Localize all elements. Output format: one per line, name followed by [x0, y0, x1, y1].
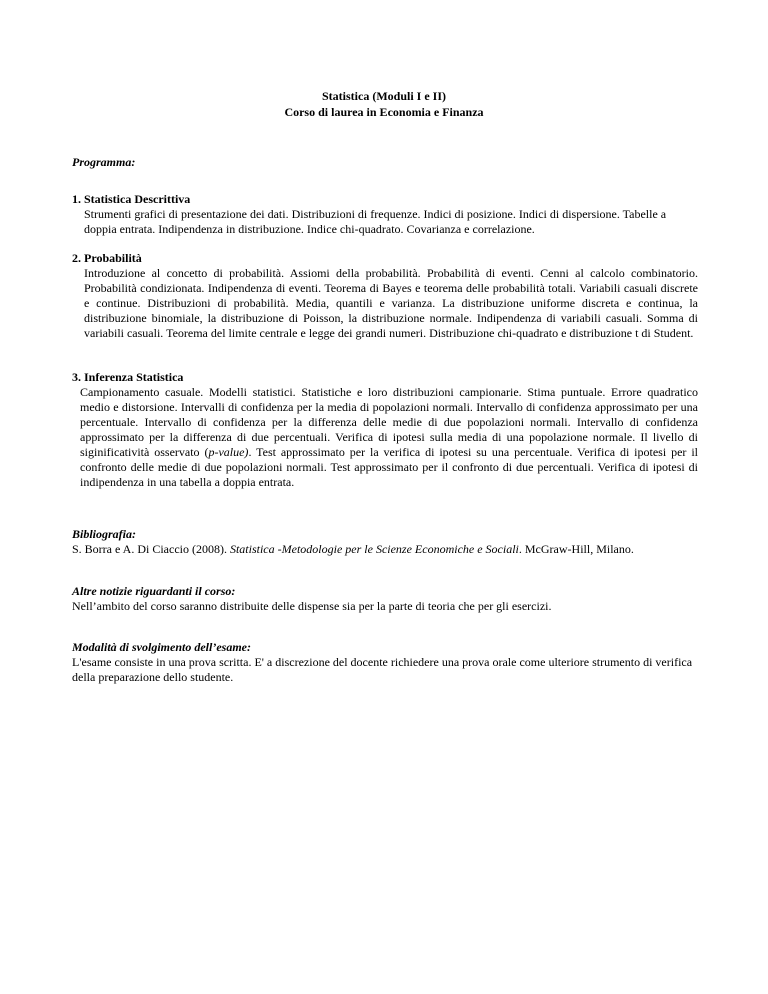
- programma-label: Programma:: [72, 155, 136, 169]
- altre-notizie-block: [72, 584, 698, 614]
- modalita-label: Modalità di svolgimento dell’esame:: [72, 640, 251, 654]
- course-title: Statistica (Moduli I e II): [322, 89, 446, 103]
- programma-label-block: [72, 155, 698, 170]
- section-statistica-descrittiva: [72, 192, 698, 237]
- bib-authors: S. Borra e A. Di Ciaccio (2008).: [72, 542, 230, 556]
- modalita-esame-block: [72, 640, 698, 685]
- section-body: Strumenti grafici di presentazione dei dati. Distribuzioni di frequenze. Indici di posizione. Indici di dispersione. Tabelle a doppia entrata. Indipendenza in distribuzione. Indice chi-quadrato. Covarianza e correlazione.: [84, 207, 667, 236]
- bibliografia-block: [72, 527, 698, 557]
- section-body: [72, 385, 698, 490]
- modalita-text: L'esame consiste in una prova scritta. E' a discrezione del docente richiedere una prova orale come ulteriore strumento di verifica della preparazione dello studente.: [72, 655, 693, 684]
- section-probabilita: [72, 251, 698, 341]
- section-title: 3. Inferenza Statistica: [72, 370, 184, 384]
- section-inferenza-statistica: [72, 370, 698, 490]
- altre-notizie-label: Altre notizie riguardanti il corso:: [72, 584, 236, 598]
- bib-book-title: Statistica -Metodologie per le Scienze Economiche e Sociali: [229, 542, 519, 556]
- section-body-part: Campionamento casuale. Modelli statistici. Statistiche e loro distribuzioni campionarie. Stima puntuale. Errore quadratico medio e distorsione. Intervalli di confidenza per la media di popolazioni normali. Intervallo di confidenza approssimato per una percentuale. Intervallo di confidenza per la differenza delle medie di due popolazioni normali. Intervallo di confidenza approssimato per la differenza di due percentuali. Verifica di ipotesi sulla media di una popolazione normale. Il livello di siginificatività osservato (: [80, 385, 698, 459]
- p-value-term: p-value): [208, 445, 249, 459]
- section-title: 2. Probabilità: [72, 251, 142, 265]
- bibliografia-label: Bibliografia:: [72, 527, 137, 541]
- bibliografia-entry: [72, 542, 698, 557]
- altre-notizie-text: Nell’ambito del corso saranno distribuite delle dispense sia per la parte di teoria che per gli esercizi.: [72, 599, 552, 613]
- section-body-part: . Test approssimato per la verifica di ipotesi su una percentuale. Verifica di ipotesi per il confronto delle medie di due popolazioni normali. Test approssimato per il confronto di due percentuali. Verifica di ipotesi di indipendenza in una tabella a doppia entrata.: [80, 445, 698, 489]
- course-degree: Corso di laurea in Economia e Finanza: [284, 105, 484, 119]
- bib-publisher: . McGraw-Hill, Milano.: [518, 542, 634, 556]
- section-title: 1. Statistica Descrittiva: [72, 192, 191, 206]
- section-body: Introduzione al concetto di probabilità. Assiomi della probabilità. Probabilità di eventi. Cenni al calcolo combinatorio. Probabilità condizionata. Indipendenza di eventi. Teorema di Bayes e teorema delle probabilità totali. Variabili casuali discrete e continue. Distribuzioni di probabilità. Media, quantili e varianza. La distribuzione uniforme discreta e continua, la distribuzione binomiale, la distribuzione di Poisson, la distribuzione normale. Indipendenza di variabili casuali. Somma di variabili casuali. Teorema del limite centrale e legge dei grandi numeri. Distribuzione chi-quadrato e distribuzione t di Student.: [84, 266, 698, 340]
- document-header: [0, 88, 768, 120]
